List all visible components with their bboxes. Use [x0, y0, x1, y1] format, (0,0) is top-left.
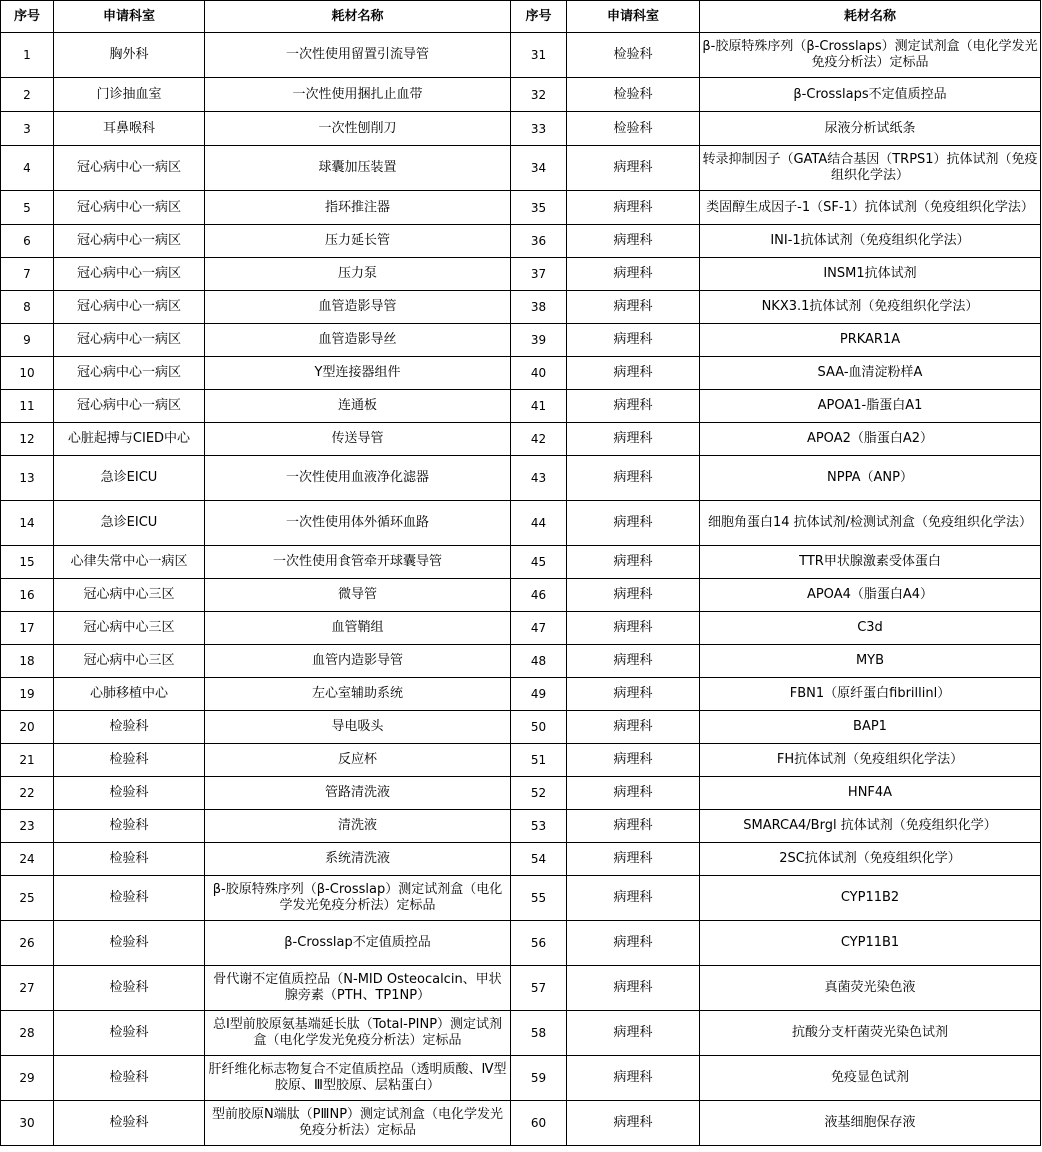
left-dept-cell: 检验科 [54, 843, 205, 876]
left-seq-cell: 21 [1, 744, 54, 777]
left-item-cell: 管路清洗液 [205, 777, 511, 810]
table-row [1, 191, 1041, 225]
right-dept-cell: 病理科 [567, 390, 700, 423]
left-item-cell: 微导管 [205, 579, 511, 612]
left-seq-cell: 7 [1, 258, 54, 291]
left-item-cell: 型前胶原N端肽（PⅢNP）测定试剂盒（电化学发光免疫分析法）定标品 [205, 1101, 511, 1146]
right-dept-cell: 病理科 [567, 843, 700, 876]
table-row [1, 546, 1041, 579]
right-seq-cell: 48 [511, 645, 567, 678]
left-seq-cell: 17 [1, 612, 54, 645]
left-seq-cell: 2 [1, 78, 54, 112]
right-item-cell: APOA2（脂蛋白A2） [700, 423, 1041, 456]
right-seq-cell: 58 [511, 1011, 567, 1056]
right-item-cell: 转录抑制因子（GATA结合基因（TRPS1）抗体试剂（免疫组织化学法） [700, 146, 1041, 191]
left-item-cell: 肝纤维化标志物复合不定值质控品（透明质酸、Ⅳ型胶原、Ⅲ型胶原、层粘蛋白） [205, 1056, 511, 1101]
table-row [1, 390, 1041, 423]
left-seq-cell: 29 [1, 1056, 54, 1101]
left-seq-cell: 26 [1, 921, 54, 966]
right-item-cell: β-胶原特殊序列（β-Crosslaps）测定试剂盒（电化学发光免疫分析法）定标品 [700, 33, 1041, 78]
left-seq-cell: 10 [1, 357, 54, 390]
table-row [1, 1011, 1041, 1056]
right-seq-cell: 33 [511, 112, 567, 146]
right-seq-cell: 52 [511, 777, 567, 810]
left-dept-cell: 门诊抽血室 [54, 78, 205, 112]
right-dept-cell: 病理科 [567, 966, 700, 1011]
right-item-cell: MYB [700, 645, 1041, 678]
right-dept-cell: 病理科 [567, 191, 700, 225]
table-row [1, 921, 1041, 966]
left-item-cell: 一次性使用留置引流导管 [205, 33, 511, 78]
right-item-cell: 2SC抗体试剂（免疫组织化学） [700, 843, 1041, 876]
table-row [1, 1056, 1041, 1101]
right-seq-cell: 44 [511, 501, 567, 546]
left-dept-cell: 冠心病中心一病区 [54, 258, 205, 291]
right-dept-cell: 病理科 [567, 612, 700, 645]
left-item-cell: 指环推注器 [205, 191, 511, 225]
left-item-cell: 反应杯 [205, 744, 511, 777]
left-seq-cell: 8 [1, 291, 54, 324]
table-row [1, 579, 1041, 612]
left-item-cell: 球囊加压装置 [205, 146, 511, 191]
left-dept-cell: 检验科 [54, 921, 205, 966]
table-row [1, 112, 1041, 146]
right-item-cell: APOA1-脂蛋白A1 [700, 390, 1041, 423]
right-item-cell: INI-1抗体试剂（免疫组织化学法） [700, 225, 1041, 258]
right-dept-cell: 病理科 [567, 501, 700, 546]
header-row [1, 1, 1041, 33]
right-item-cell: 免疫显色试剂 [700, 1056, 1041, 1101]
header-seq-left: 序号 [1, 1, 54, 33]
right-seq-cell: 41 [511, 390, 567, 423]
table-row [1, 357, 1041, 390]
left-dept-cell: 急诊EICU [54, 501, 205, 546]
right-dept-cell: 病理科 [567, 810, 700, 843]
right-seq-cell: 53 [511, 810, 567, 843]
right-item-cell: SAA-血清淀粉样A [700, 357, 1041, 390]
right-item-cell: β-Crosslaps不定值质控品 [700, 78, 1041, 112]
right-item-cell: PRKAR1A [700, 324, 1041, 357]
left-dept-cell: 检验科 [54, 876, 205, 921]
right-item-cell: FH抗体试剂（免疫组织化学法） [700, 744, 1041, 777]
left-seq-cell: 13 [1, 456, 54, 501]
left-dept-cell: 检验科 [54, 1101, 205, 1146]
right-dept-cell: 病理科 [567, 456, 700, 501]
left-seq-cell: 6 [1, 225, 54, 258]
left-seq-cell: 23 [1, 810, 54, 843]
left-dept-cell: 冠心病中心一病区 [54, 324, 205, 357]
left-dept-cell: 冠心病中心一病区 [54, 357, 205, 390]
left-dept-cell: 检验科 [54, 1011, 205, 1056]
left-item-cell: 一次性刨削刀 [205, 112, 511, 146]
right-item-cell: TTR甲状腺激素受体蛋白 [700, 546, 1041, 579]
right-item-cell: C3d [700, 612, 1041, 645]
table-body [1, 33, 1041, 1146]
table-row [1, 33, 1041, 78]
right-item-cell: NKX3.1抗体试剂（免疫组织化学法） [700, 291, 1041, 324]
table-row [1, 711, 1041, 744]
left-dept-cell: 冠心病中心三区 [54, 612, 205, 645]
left-seq-cell: 4 [1, 146, 54, 191]
left-dept-cell: 检验科 [54, 1056, 205, 1101]
left-item-cell: 压力泵 [205, 258, 511, 291]
left-dept-cell: 胸外科 [54, 33, 205, 78]
left-dept-cell: 冠心病中心一病区 [54, 225, 205, 258]
right-item-cell: FBN1（原纤蛋白fibrillinl） [700, 678, 1041, 711]
left-item-cell: β-胶原特殊序列（β-Crosslap）测定试剂盒（电化学发光免疫分析法）定标品 [205, 876, 511, 921]
left-item-cell: 左心室辅助系统 [205, 678, 511, 711]
left-seq-cell: 22 [1, 777, 54, 810]
table-row [1, 146, 1041, 191]
right-dept-cell: 病理科 [567, 546, 700, 579]
right-seq-cell: 31 [511, 33, 567, 78]
right-dept-cell: 病理科 [567, 357, 700, 390]
left-seq-cell: 18 [1, 645, 54, 678]
left-seq-cell: 15 [1, 546, 54, 579]
left-dept-cell: 冠心病中心一病区 [54, 146, 205, 191]
table-row [1, 843, 1041, 876]
right-dept-cell: 病理科 [567, 876, 700, 921]
right-seq-cell: 35 [511, 191, 567, 225]
table-row [1, 501, 1041, 546]
left-seq-cell: 14 [1, 501, 54, 546]
right-seq-cell: 54 [511, 843, 567, 876]
left-dept-cell: 检验科 [54, 966, 205, 1011]
left-seq-cell: 27 [1, 966, 54, 1011]
header-dept-left: 申请科室 [54, 1, 205, 33]
right-seq-cell: 56 [511, 921, 567, 966]
right-dept-cell: 病理科 [567, 777, 700, 810]
right-seq-cell: 51 [511, 744, 567, 777]
left-item-cell: 系统清洗液 [205, 843, 511, 876]
left-item-cell: 一次性使用捆扎止血带 [205, 78, 511, 112]
left-seq-cell: 9 [1, 324, 54, 357]
left-dept-cell: 心脏起搏与CIED中心 [54, 423, 205, 456]
left-item-cell: 清洗液 [205, 810, 511, 843]
right-seq-cell: 59 [511, 1056, 567, 1101]
right-dept-cell: 病理科 [567, 146, 700, 191]
right-seq-cell: 46 [511, 579, 567, 612]
left-dept-cell: 冠心病中心三区 [54, 579, 205, 612]
left-dept-cell: 心律失常中心一病区 [54, 546, 205, 579]
table-row [1, 225, 1041, 258]
left-item-cell: β-Crosslap不定值质控品 [205, 921, 511, 966]
right-dept-cell: 检验科 [567, 78, 700, 112]
right-dept-cell: 病理科 [567, 645, 700, 678]
header-item-right: 耗材名称 [700, 1, 1041, 33]
right-seq-cell: 39 [511, 324, 567, 357]
right-item-cell: INSM1抗体试剂 [700, 258, 1041, 291]
table-row [1, 456, 1041, 501]
table-row [1, 966, 1041, 1011]
right-dept-cell: 病理科 [567, 225, 700, 258]
right-seq-cell: 55 [511, 876, 567, 921]
left-dept-cell: 检验科 [54, 744, 205, 777]
left-dept-cell: 耳鼻喉科 [54, 112, 205, 146]
left-item-cell: 总I型前胶原氨基端延长肽（Total-PINP）测定试剂盒（电化学发光免疫分析法）定标品 [205, 1011, 511, 1056]
left-item-cell: 传送导管 [205, 423, 511, 456]
right-dept-cell: 病理科 [567, 921, 700, 966]
table-row [1, 810, 1041, 843]
right-item-cell: 细胞角蛋白14 抗体试剂/检测试剂盒（免疫组织化学法） [700, 501, 1041, 546]
left-seq-cell: 25 [1, 876, 54, 921]
right-seq-cell: 49 [511, 678, 567, 711]
left-dept-cell: 检验科 [54, 777, 205, 810]
right-dept-cell: 病理科 [567, 579, 700, 612]
left-dept-cell: 冠心病中心一病区 [54, 191, 205, 225]
right-dept-cell: 病理科 [567, 423, 700, 456]
right-seq-cell: 36 [511, 225, 567, 258]
right-item-cell: 真菌荧光染色液 [700, 966, 1041, 1011]
left-dept-cell: 检验科 [54, 711, 205, 744]
left-item-cell: 骨代谢不定值质控品（N-MID Osteocalcin、甲状腺旁素（PTH、TP1NP） [205, 966, 511, 1011]
table-row [1, 777, 1041, 810]
left-item-cell: 一次性使用血液净化滤器 [205, 456, 511, 501]
left-seq-cell: 30 [1, 1101, 54, 1146]
left-item-cell: 连通板 [205, 390, 511, 423]
table-row [1, 612, 1041, 645]
right-dept-cell: 检验科 [567, 33, 700, 78]
header-item-left: 耗材名称 [205, 1, 511, 33]
left-seq-cell: 24 [1, 843, 54, 876]
left-item-cell: 血管鞘组 [205, 612, 511, 645]
table-row [1, 324, 1041, 357]
left-seq-cell: 19 [1, 678, 54, 711]
left-seq-cell: 28 [1, 1011, 54, 1056]
right-seq-cell: 32 [511, 78, 567, 112]
table-row [1, 1101, 1041, 1146]
right-seq-cell: 47 [511, 612, 567, 645]
right-item-cell: NPPA（ANP） [700, 456, 1041, 501]
right-seq-cell: 37 [511, 258, 567, 291]
table-row [1, 645, 1041, 678]
right-item-cell: APOA4（脂蛋白A4） [700, 579, 1041, 612]
right-dept-cell: 病理科 [567, 258, 700, 291]
table-row [1, 78, 1041, 112]
left-seq-cell: 12 [1, 423, 54, 456]
right-item-cell: 尿液分析试纸条 [700, 112, 1041, 146]
right-seq-cell: 42 [511, 423, 567, 456]
left-dept-cell: 冠心病中心一病区 [54, 390, 205, 423]
right-dept-cell: 病理科 [567, 324, 700, 357]
right-seq-cell: 43 [511, 456, 567, 501]
right-seq-cell: 38 [511, 291, 567, 324]
table-row [1, 744, 1041, 777]
right-dept-cell: 病理科 [567, 744, 700, 777]
right-item-cell: 类固醇生成因子-1（SF-1）抗体试剂（免疫组织化学法） [700, 191, 1041, 225]
left-seq-cell: 5 [1, 191, 54, 225]
right-dept-cell: 病理科 [567, 291, 700, 324]
right-item-cell: HNF4A [700, 777, 1041, 810]
right-dept-cell: 病理科 [567, 1011, 700, 1056]
right-item-cell: 液基细胞保存液 [700, 1101, 1041, 1146]
right-item-cell: SMARCA4/Brgl 抗体试剂（免疫组织化学） [700, 810, 1041, 843]
table-row [1, 876, 1041, 921]
left-seq-cell: 1 [1, 33, 54, 78]
left-item-cell: 压力延长管 [205, 225, 511, 258]
right-dept-cell: 检验科 [567, 112, 700, 146]
right-dept-cell: 病理科 [567, 1056, 700, 1101]
right-item-cell: CYP11B2 [700, 876, 1041, 921]
right-dept-cell: 病理科 [567, 1101, 700, 1146]
table-row [1, 678, 1041, 711]
right-seq-cell: 45 [511, 546, 567, 579]
left-item-cell: 血管内造影导管 [205, 645, 511, 678]
right-item-cell: 抗酸分支杆菌荧光染色试剂 [700, 1011, 1041, 1056]
table-row [1, 291, 1041, 324]
left-dept-cell: 检验科 [54, 810, 205, 843]
table-row [1, 258, 1041, 291]
right-item-cell: CYP11B1 [700, 921, 1041, 966]
header-seq-right: 序号 [511, 1, 567, 33]
left-item-cell: Y型连接器组件 [205, 357, 511, 390]
left-item-cell: 血管造影导丝 [205, 324, 511, 357]
left-item-cell: 导电吸头 [205, 711, 511, 744]
right-seq-cell: 57 [511, 966, 567, 1011]
left-dept-cell: 心肺移植中心 [54, 678, 205, 711]
left-seq-cell: 16 [1, 579, 54, 612]
left-dept-cell: 冠心病中心三区 [54, 645, 205, 678]
left-seq-cell: 3 [1, 112, 54, 146]
left-dept-cell: 急诊EICU [54, 456, 205, 501]
left-seq-cell: 11 [1, 390, 54, 423]
left-seq-cell: 20 [1, 711, 54, 744]
right-seq-cell: 50 [511, 711, 567, 744]
right-dept-cell: 病理科 [567, 678, 700, 711]
left-item-cell: 血管造影导管 [205, 291, 511, 324]
right-dept-cell: 病理科 [567, 711, 700, 744]
right-item-cell: BAP1 [700, 711, 1041, 744]
left-item-cell: 一次性使用食管牵开球囊导管 [205, 546, 511, 579]
left-item-cell: 一次性使用体外循环血路 [205, 501, 511, 546]
header-dept-right: 申请科室 [567, 1, 700, 33]
right-seq-cell: 60 [511, 1101, 567, 1146]
right-seq-cell: 40 [511, 357, 567, 390]
right-seq-cell: 34 [511, 146, 567, 191]
left-dept-cell: 冠心病中心一病区 [54, 291, 205, 324]
table-row [1, 423, 1041, 456]
